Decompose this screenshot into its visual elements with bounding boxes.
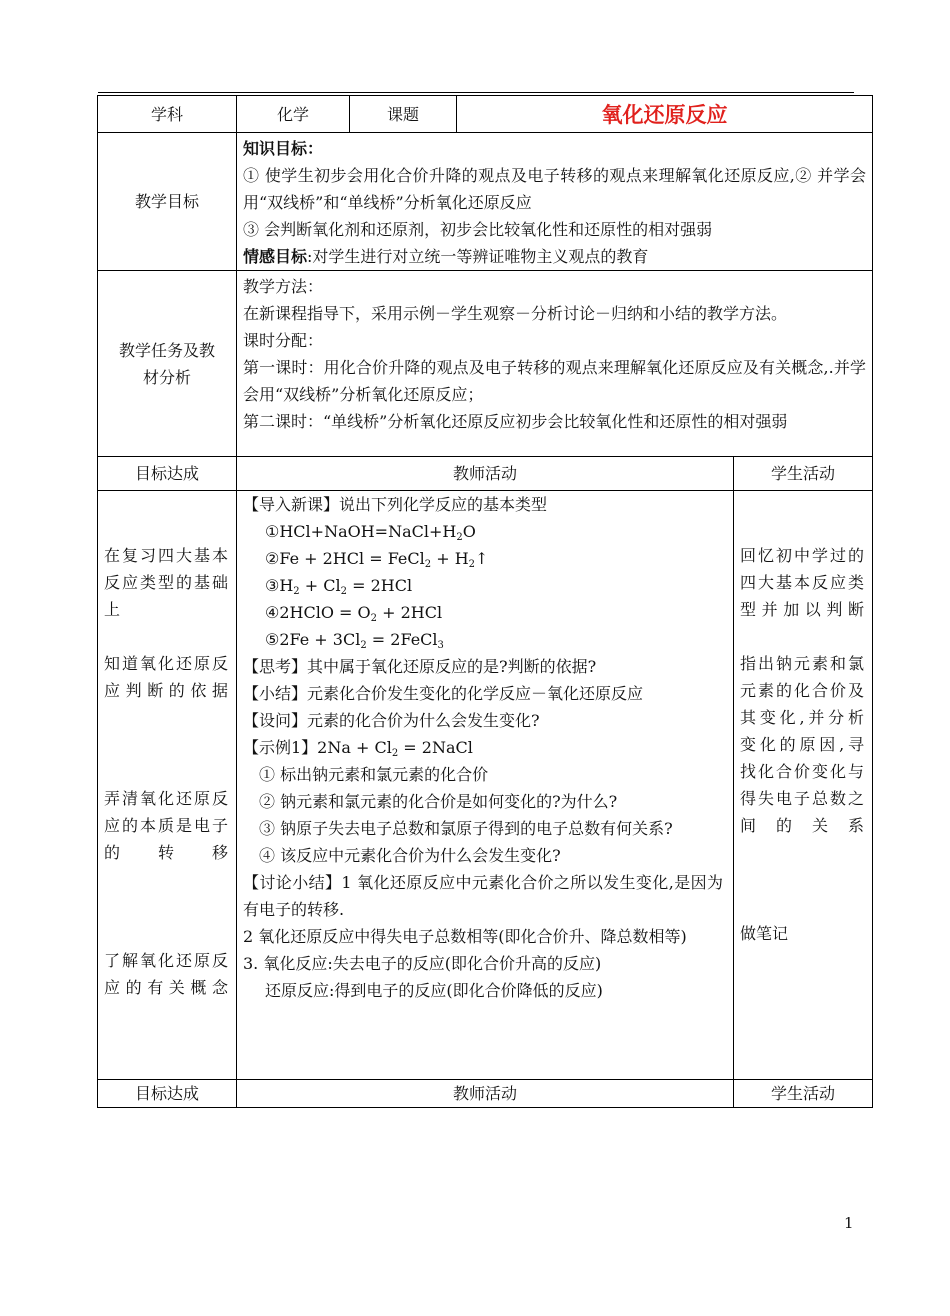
objectives-content	[237, 133, 873, 271]
knowledge-item-2: ③ 会判断氧化剂和还原剂，初步会比较氧化性和还原性的相对强弱	[243, 220, 713, 239]
ask-line: 【设问】元素的化合价为什么会发生变化?	[243, 711, 540, 730]
tasks-line-3: 课时分配：	[243, 331, 324, 350]
objectives-row	[98, 133, 873, 271]
emotion-text: :对学生进行对立统一等辨证唯物主义观点的教育	[307, 247, 649, 266]
emotion-heading: 情感目标	[243, 247, 308, 266]
goal-4: 了解氧化还原反应的有关概念	[104, 951, 231, 997]
equation-3: $③H_2 + Cl_2 = 2HCl$	[265, 576, 413, 597]
subject-value: 化学	[237, 96, 350, 133]
summary-line: 【小结】元素化合价发生变化的化学反应－氧化还原反应	[243, 684, 644, 703]
student-activity-3: 做笔记	[740, 924, 789, 943]
question-3: ③ 钠原子失去电子总数和氯原子得到的电子总数有何关系?	[259, 819, 673, 838]
col-teacher: 教师活动	[237, 457, 734, 491]
knowledge-item-1: ① 使学生初步会用化合价升降的观点及电子转移的观点来理解氧化还原反应,② 并学会用“双线桥”和“单线桥”分析氧化还原反应	[243, 166, 866, 212]
goal-1: 在复习四大基本反应类型的基础上	[104, 546, 231, 619]
student-activity-2: 指出钠元素和氯元素的化合价及其变化,并分析变化的原因,寻找化合价变化与得失电子总数之间的关系	[740, 654, 867, 835]
question-4: ④ 该反应中元素化合价为什么会发生变化?	[259, 846, 561, 865]
col-student: 学生活动	[734, 457, 873, 491]
col-goal: 目标达成	[98, 457, 237, 491]
col-goal-footer: 目标达成	[98, 1080, 237, 1108]
teacher-column	[237, 491, 734, 1080]
emotion-line	[243, 243, 866, 270]
column-header-row	[98, 457, 873, 491]
discussion-2: 2 氧化还原反应中得失电子总数相等(即化合价升、降总数相等)	[243, 927, 687, 946]
equation-5: ⑤2Fe + $3Cl_2$ = 2FeCl$_3$	[265, 630, 444, 651]
tasks-line-5: 第二课时：“单线桥”分析氧化还原反应初步会比较氧化性和还原性的相对强弱	[243, 412, 788, 431]
intro-line: 【导入新课】说出下列化学反应的基本类型	[243, 495, 548, 514]
goals-list	[104, 542, 230, 1001]
think-line: 【思考】其中属于氧化还原反应的是?判断的依据?	[243, 657, 597, 676]
tasks-line-4: 第一课时：用化合价升降的观点及电子转移的观点来理解氧化还原反应及有关概念,.并学会用“双线桥”分析氧化还原反应；	[243, 358, 866, 404]
equation-4: ④2HClO = $O_2 + 2HCl$	[265, 603, 443, 624]
discussion-3: 3. 氧化反应:失去电子的反应(即化合价升高的反应)	[243, 954, 602, 973]
discussion-4: 还原反应:得到电子的反应(即化合价降低的反应)	[265, 981, 603, 1000]
question-1: ① 标出钠元素和氯元素的化合价	[259, 765, 489, 784]
example-line: 【示例1】$2Na + Cl_2$ = 2NaCl	[243, 738, 473, 759]
goal-2: 知道氧化还原反应判断的依据	[104, 654, 231, 700]
student-column	[734, 491, 873, 1080]
column-footer-row	[98, 1080, 873, 1108]
col-student-footer: 学生活动	[734, 1080, 873, 1108]
equation-2: ②Fe + 2HCl = FeCl$_2$ + $H_2↑$	[265, 549, 489, 570]
objectives-label: 教学目标	[98, 133, 237, 271]
goal-3: 弄清氧化还原反应的本质是电子的转移	[104, 789, 231, 862]
topic-label: 课题	[350, 96, 457, 133]
tasks-line-2: 在新课程指导下，采用示例－学生观察－分析讨论－归纳和小结的教学方法。	[243, 304, 788, 323]
discussion-1: 【讨论小结】1 氧化还原反应中元素化合价之所以发生变化,是因为有电子的转移.	[243, 873, 723, 919]
tasks-row	[98, 271, 873, 457]
header-rule	[98, 92, 854, 93]
col-teacher-footer: 教师活动	[237, 1080, 734, 1108]
student-activity-1: 回忆初中学过的四大基本反应类型并加以判断	[740, 546, 867, 619]
tasks-content	[237, 271, 873, 457]
goals-column	[98, 491, 237, 1080]
header-row	[98, 96, 873, 133]
page-number: 1	[844, 1214, 854, 1232]
knowledge-heading: 知识目标：	[243, 139, 324, 158]
tasks-label: 教学任务及教材分析	[98, 271, 237, 457]
lesson-plan-table	[97, 95, 873, 1108]
equation-1: $①HCl+NaOH=NaCl+H_2O$	[265, 522, 476, 543]
tasks-line-1: 教学方法：	[243, 277, 324, 296]
subject-label: 学科	[98, 96, 237, 133]
activity-row	[98, 491, 873, 1080]
question-2: ② 钠元素和氯元素的化合价是如何变化的?为什么?	[259, 792, 618, 811]
topic-title: 氧化还原反应	[457, 96, 873, 133]
student-list	[740, 542, 866, 947]
